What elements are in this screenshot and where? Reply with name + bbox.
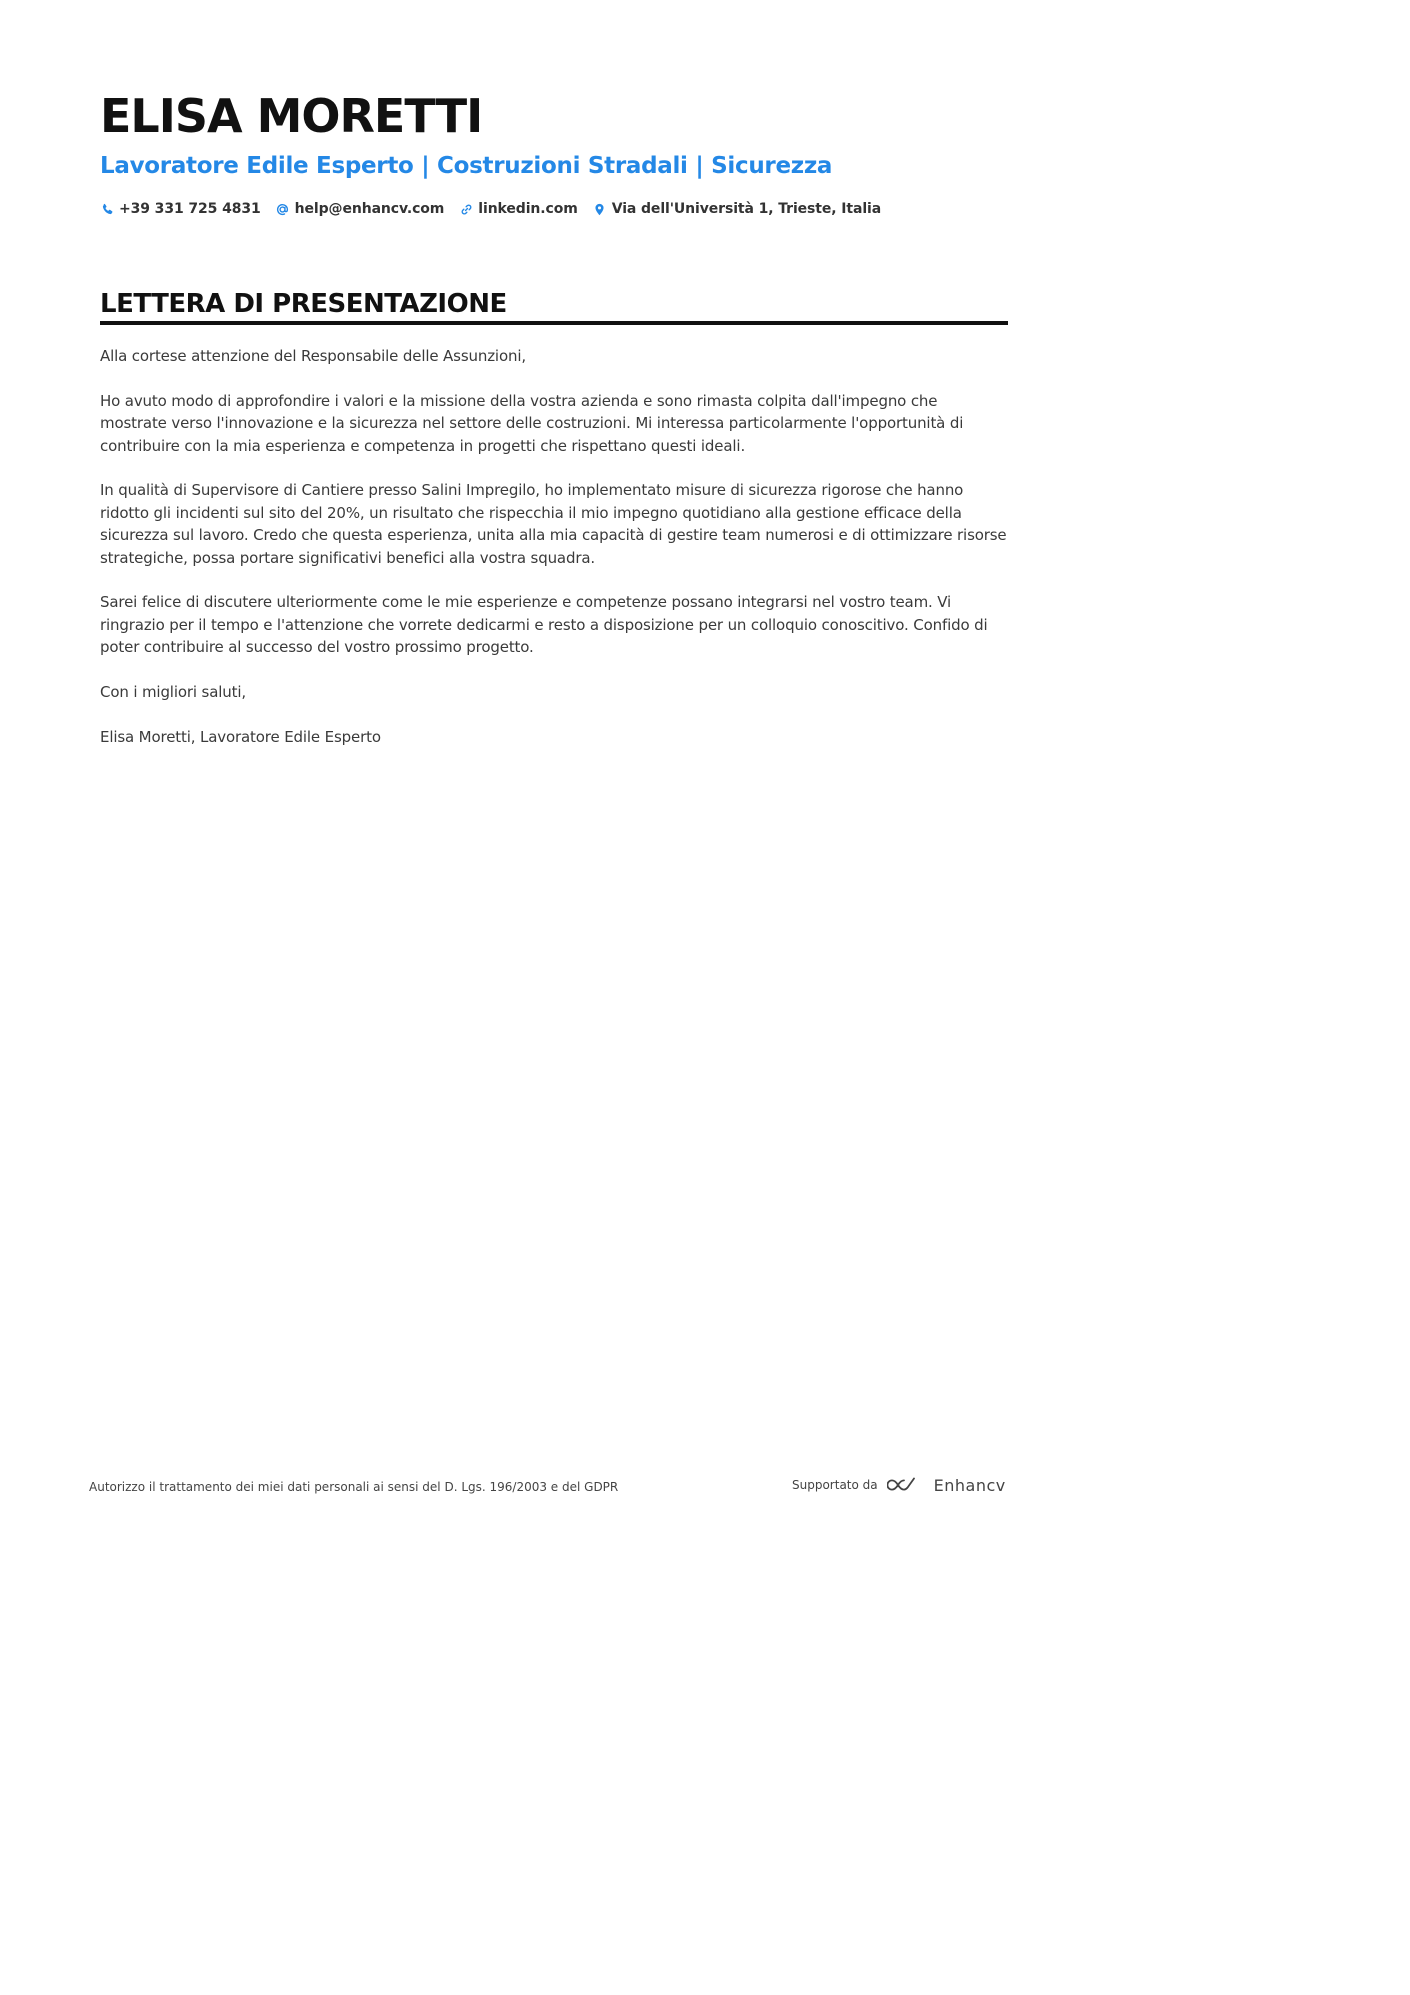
header — [100, 86, 1008, 182]
letter-paragraph: In qualità di Supervisore di Cantiere presso Salini Impregilo, ho implementato misure di sicurezza rigorose che hanno ridotto gli incidenti sul sito del 20%, un risultato che rispecchia il mio impegno quotidiano alla gestione efficace della sicurezza sul lavoro. Credo che questa esperienza, unita alla mia capacità di gestire team numerosi e di ottimizzare risorse strategiche, possa portare significativi benefici alla vostra squadra. — [100, 481, 1007, 567]
at-icon — [276, 202, 290, 216]
enhancv-logo-icon — [887, 1474, 925, 1496]
contact-phone-label: +39 331 725 4831 — [119, 201, 261, 217]
powered-by[interactable] — [792, 1474, 1006, 1496]
contact-email-label: help@enhancv.com — [294, 201, 445, 217]
contact-email[interactable] — [276, 201, 445, 217]
letter-signature: Elisa Moretti, Lavoratore Edile Esperto — [100, 727, 381, 746]
letter-closing: Con i migliori saluti, — [100, 683, 246, 702]
contact-phone — [100, 201, 261, 217]
section-divider — [100, 321, 1008, 325]
letter-body — [100, 345, 1008, 771]
section-title: LETTERA DI PRESENTAZIONE — [100, 289, 507, 319]
letter-salutation: Alla cortese attenzione del Responsabile delle Assunzioni, — [100, 347, 526, 365]
powered-by-label: Supportato da — [792, 1478, 878, 1492]
cover-letter-section — [100, 287, 1008, 325]
enhancv-brand-name: Enhancv — [933, 1475, 1006, 1495]
phone-icon — [100, 202, 114, 216]
contact-address-label: Via dell'Università 1, Trieste, Italia — [611, 201, 882, 217]
candidate-name: ELISA MORETTI — [100, 89, 483, 143]
letter-paragraph: Ho avuto modo di approfondire i valori e la missione della vostra azienda e sono rimasta colpita dall'impegno che mostrate verso l'innovazione e la sicurezza nel settore delle costruzioni. Mi interessa particolarmente l'opportunità di contribuire con la mia esperienza e competenza in progetti che rispettano questi ideali. — [100, 391, 964, 455]
contact-address — [593, 201, 881, 217]
candidate-headline: Lavoratore Edile Esperto | Costruzioni Stradali | Sicurezza — [100, 153, 833, 179]
privacy-consent-note: Autorizzo il trattamento dei miei dati personali ai sensi del D. Lgs. 196/2003 e del GDPR — [89, 1480, 619, 1494]
contact-bar — [100, 198, 896, 220]
letter-paragraph: Sarei felice di discutere ulteriormente come le mie esperienze e competenze possano integrarsi nel vostro team. Vi ringrazio per il tempo e l'attenzione che vorrete dedicarmi e resto a disposizione per un colloquio conoscitivo. Confido di poter contribuire al successo del vostro prossimo progetto. — [100, 593, 988, 657]
location-pin-icon — [593, 202, 607, 216]
link-icon — [459, 202, 473, 216]
contact-linkedin-label: linkedin.com — [478, 201, 578, 217]
contact-linkedin[interactable] — [459, 201, 577, 217]
